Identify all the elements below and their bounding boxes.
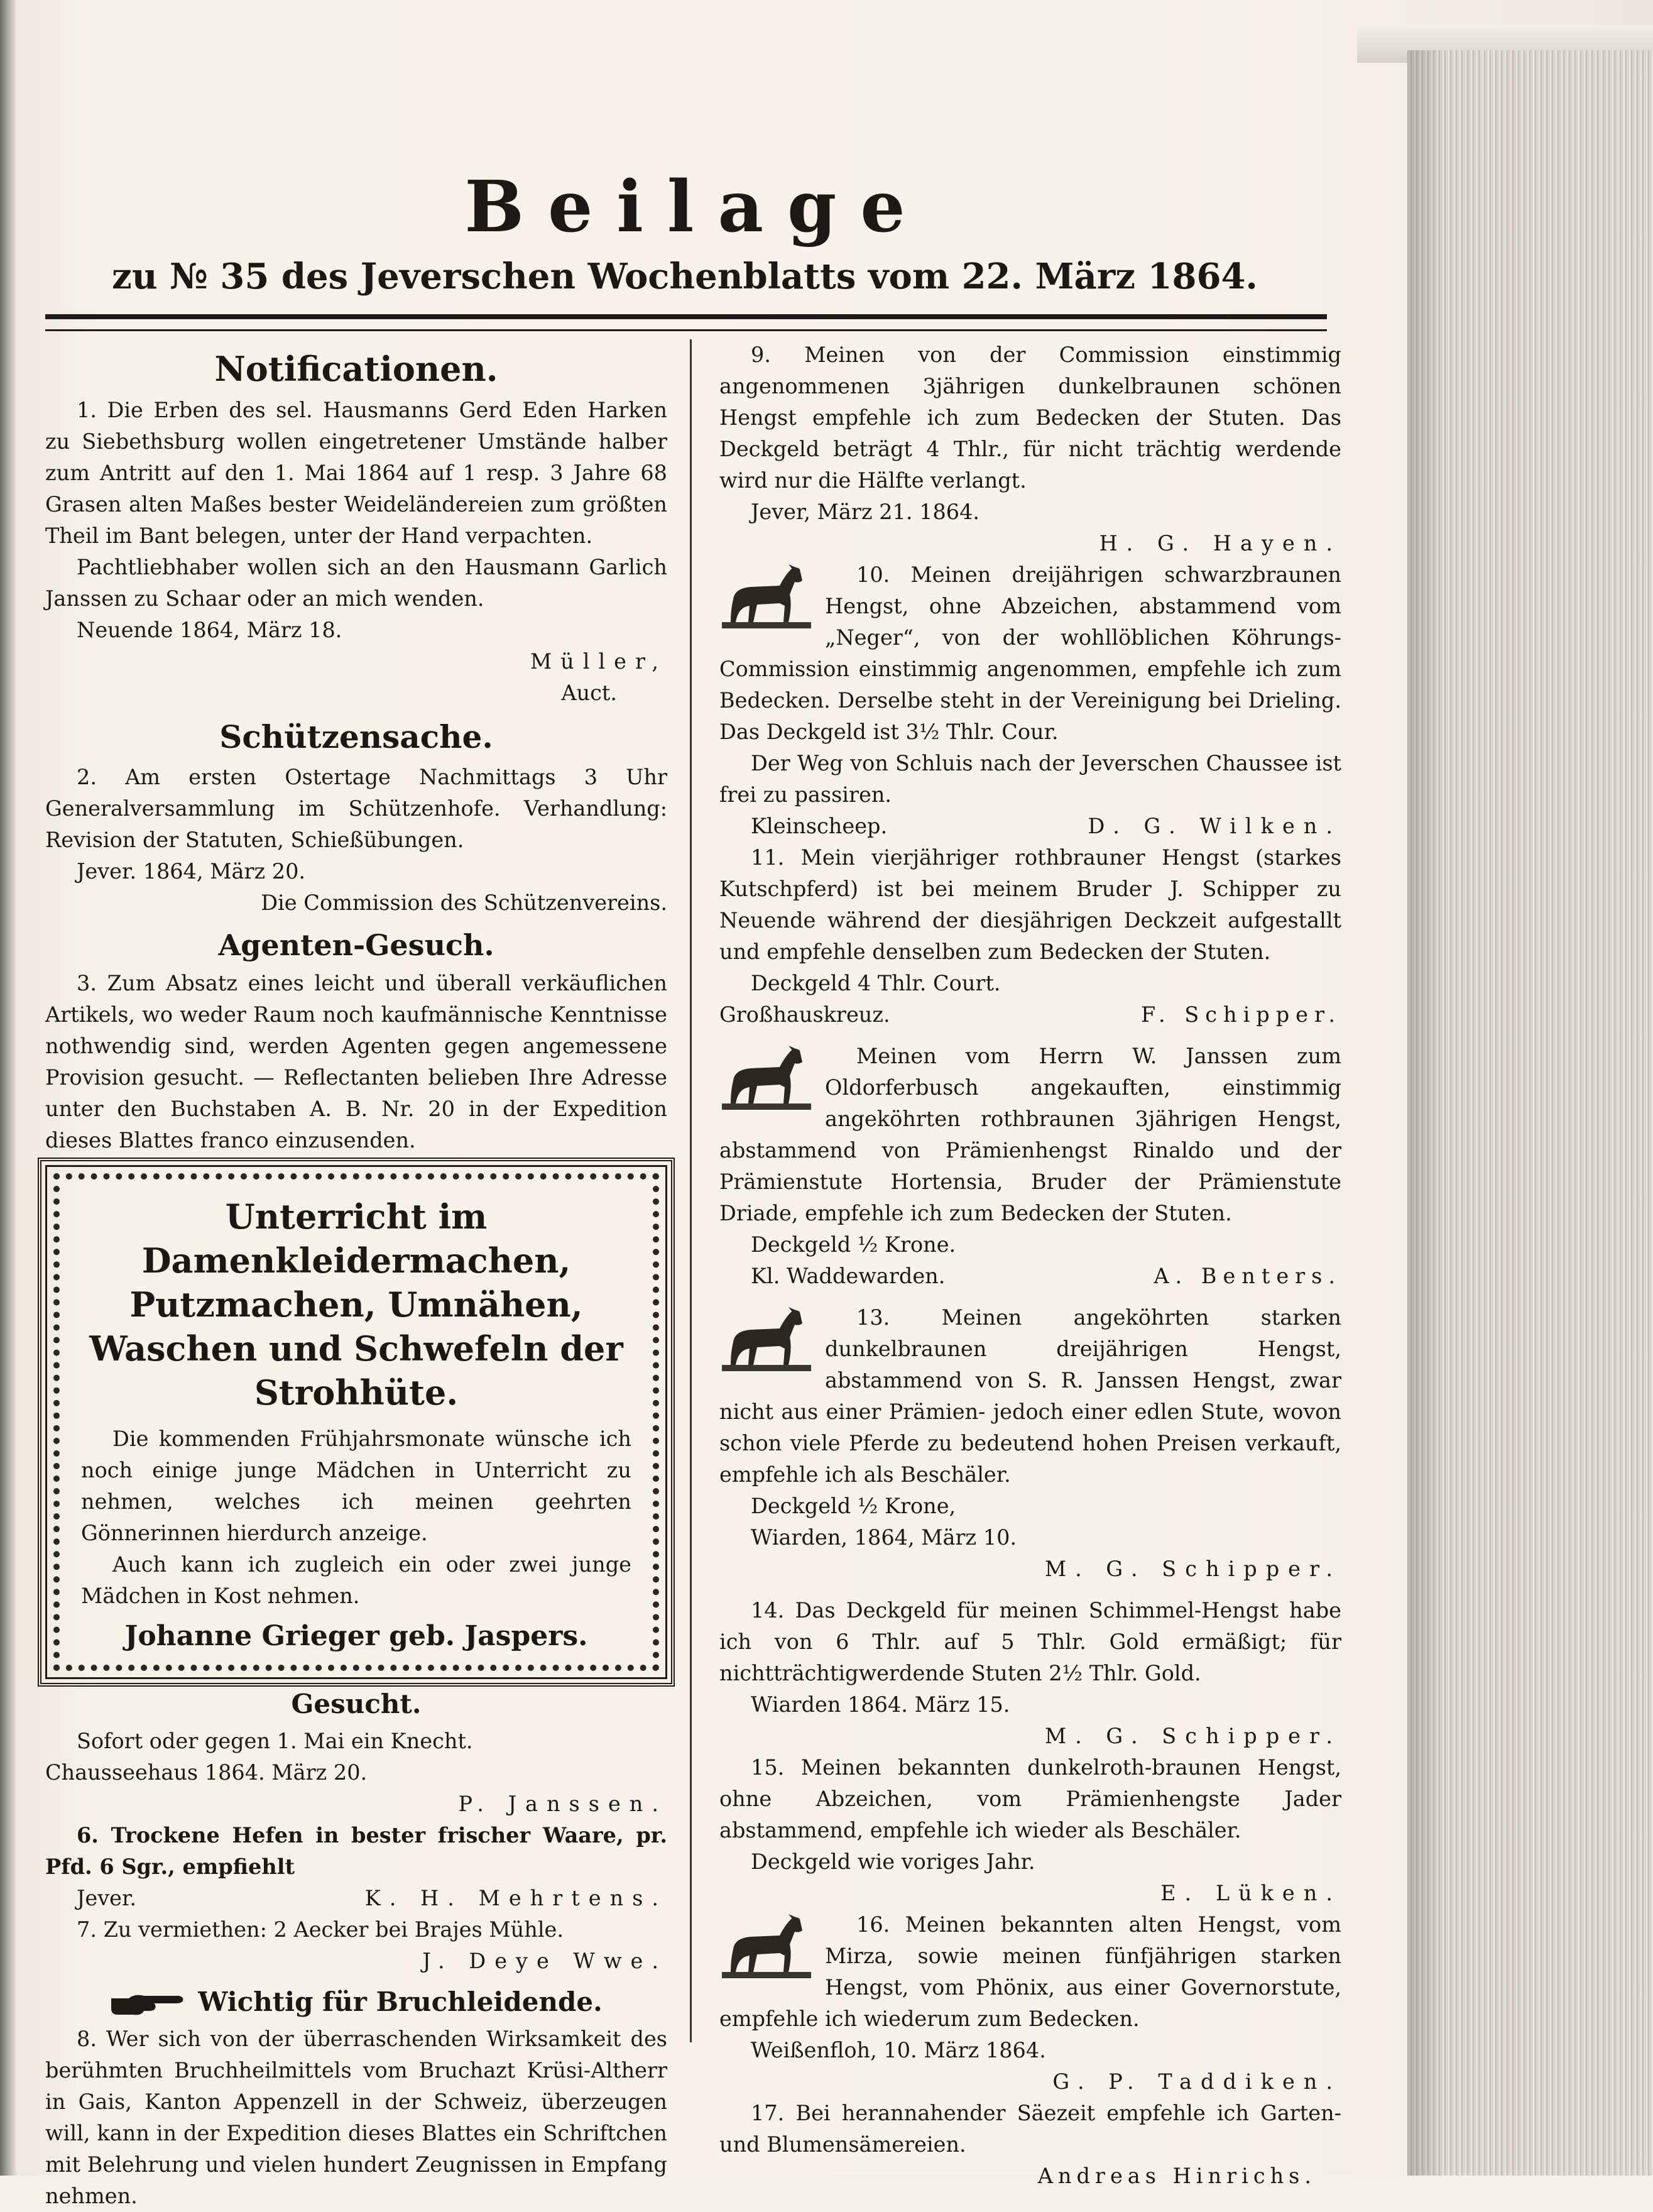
notice-3-text: 3. Zum Absatz eines leicht und überall verkäuflichen Artikels, wo weder Raum noch kaufmännische Kenntnisse nothwendig sind, werden Agenten gegen angemessene Provision gesucht. — Reflectanten belieben Ihre Adresse unter den Buchstaben A. B. Nr. 20 in der Expedition dieses Blattes franco einzusenden. [45,971,667,1153]
notice-15-fee: Deckgeld wie voriges Jahr. [751,1849,1035,1874]
notice-11-text: 11. Mein vierjähriger rothbrauner Hengst (starkes Kutschpferd) ist bei meinem Bruder J. Schipper zu Neuende während der diesjährigen Deckzeit aufgestallt und empfehle denselben zum Bedecken der Stuten. [719,845,1341,964]
box-text-2: Auch kann ich zugleich ein oder zwei junge Mädchen in Kost nehmen. [81,1552,631,1608]
notice-6-footer [45,1883,667,1914]
notice-14-signature: M. G. Schipper. [1044,1724,1341,1748]
horse-icon [719,1912,814,1981]
notice-11-fee: Deckgeld 4 Thlr. Court. [751,971,1001,995]
spacer [719,1031,1341,1041]
notice-1-signature: Müller, [530,649,667,674]
heading-bruchleidende-label: Wichtig für Bruchleidende. [198,1986,603,2017]
box-signature: Johanne Grieger geb. Jaspers. [124,1620,588,1652]
notice-6-place: Jever. [77,1886,136,1910]
gesucht-place: Chausseehaus 1864. März 20. [45,1760,368,1785]
notice-11-place: Großhauskreuz. [719,1002,890,1027]
heading-agenten-gesuch: Agenten-Gesuch. [218,928,494,962]
notice-12-signature: A. Benters. [1154,1264,1341,1288]
notice-7-signature: J. Deye Wwe. [422,1949,667,1973]
notice-13-fee: Deckgeld ½ Krone, [751,1494,956,1518]
notice-9-place: Jever, März 21. 1864. [751,500,980,524]
notice-12 [719,1041,1341,1229]
column-divider [690,339,692,2042]
notice-17-signature: Andreas Hinrichs. [1037,2164,1316,2188]
notice-14-place: Wiarden 1864. März 15. [751,1692,1010,1717]
horse-icon [719,1043,814,1112]
notice-10-text: 10. Meinen dreijährigen schwarzbraunen Hengst, ohne Abzeichen, abstammend vom „Neger“, von der wohllöblichen Köhrungs-Commission einstimmig angenommen, empfehle ich zum Bedecken. Derselbe steht in der Vereinigung bei Drieling. Das Deckgeld ist 3½ Thlr. Cour. [719,562,1341,744]
spacer [719,1292,1341,1302]
notice-14-text: 14. Das Deckgeld für meinen Schimmel-Hengst habe ich von 6 Thlr. auf 5 Thlr. Gold ermäßigt; für nichtträchtigwerdende Stuten 2½ Thlr. Gold. [719,1598,1341,1685]
masthead-rule [45,314,1327,331]
notice-12-text: Meinen vom Herrn W. Janssen zum Oldorferbusch angekauften, einstimmig angeköhrten rothbraunen 3jährigen Hengst, abstammend von Prämienhengst Rinaldo und der Prämienstute Hortensia, Bruder der Prämienstute Driade, empfehle ich zum Bedecken der Stuten. [719,1044,1341,1225]
left-column [45,339,667,2212]
newspaper-page [38,38,1370,2208]
notice-1-place: Neuende 1864, März 18. [77,618,342,642]
notice-6-signature: K. H. Mehrtens. [364,1886,667,1910]
notice-10-signature: D. G. Wilken. [1088,814,1341,838]
notice-15-text: 15. Meinen bekannten dunkelroth-braunen Hengst, ohne Abzeichen, vom Prämienhengste Jader abstammend, empfehle ich wieder als Beschäler. [719,1755,1341,1842]
gesucht-text: Sofort oder gegen 1. Mai ein Knecht. [77,1729,473,1753]
notice-13-place: Wiarden, 1864, März 10. [751,1525,1017,1550]
notice-12-fee: Deckgeld ½ Krone. [751,1232,956,1257]
notice-16 [719,1909,1341,2035]
horse-icon [719,562,814,631]
notice-2-text: 2. Am ersten Ostertage Nachmittags 3 Uhr Generalversammlung im Schützenhofe. Verhandlung: Revision der Statuten, Schießübungen. [45,765,667,852]
notice-1-signature-title: Auct. [561,681,617,705]
notice-11-footer [719,999,1341,1031]
notice-16-signature: G. P. Taddiken. [1052,2069,1341,2094]
notice-16-place: Weißenfloh, 10. März 1864. [751,2038,1046,2062]
box-title: Unterricht im Damenkleidermachen, Putzmachen, Umnähen, Waschen und Schwefeln der Strohhüte. [89,1196,623,1413]
box-text: Die kommenden Frühjahrsmonate wünsche ich noch einige junge Mädchen in Unterricht zu nehmen, welches ich meinen geehrten Gönnerinnen hierdurch anzeige. [81,1426,631,1545]
notice-9-text: 9. Meinen von der Commission einstimmig angenommenen 3jährigen dunkelbraunen schönen Hengst empfehle ich zum Bedecken der Stuten. Das Deckgeld beträgt 4 Thlr., für nicht trächtig werdende wird nur die Hälfte verlangt. [719,342,1341,493]
notice-10-footer [719,811,1341,842]
book-edge-shadow [1407,50,1445,2176]
notice-8-text: 8. Wer sich von der überraschenden Wirksamkeit des berühmten Bruchheilmittels vom Bruchazt Krüsi-Altherr in Gais, Kanton Appenzell in der Schweiz, überzeugen will, kann in der Expedition dieses Blattes ein Schriftchen mit Belehrung und vielen hundert Zeugnissen in Empfang nehmen. [45,2027,667,2208]
notice-10-text-2: Der Weg von Schluis nach der Jeverschen Chaussee ist frei zu passiren. [719,751,1341,807]
notice-12-footer [719,1261,1341,1292]
notice-2-signature: Die Commission des Schützenvereins. [261,890,667,915]
heading-notificationen: Notificationen. [214,349,498,389]
notice-11-signature: F. Schipper. [1140,1002,1341,1027]
gesucht-signature: P. Janssen. [458,1792,667,1816]
notice-13 [719,1302,1341,1491]
notice-2-place: Jever. 1864, März 20. [77,859,306,884]
notice-7-text: 7. Zu vermiethen: 2 Aecker bei Brajes Mühle. [77,1917,564,1942]
ornamental-box-notice [45,1165,667,1679]
notice-6-text: 6. Trockene Hefen in bester frischer Waare, pr. Pfd. 6 Sgr., empfiehlt [45,1823,667,1879]
notice-10 [719,559,1341,748]
notice-15-signature: E. Lüken. [1160,1881,1341,1905]
notice-13-text: 13. Meinen angeköhrten starken dunkelbraunen dreijährigen Hengst, abstammend von S. R. Janssen Hengst, zwar nicht aus einer Prämien- jedoch einer edlen Stute, wovon schon viele Pferde zu bedeutend hohen Preisen verkauft, empfehle ich als Beschäler. [719,1305,1341,1487]
notice-10-place: Kleinscheep. [751,814,888,838]
notice-17-text: 17. Bei herannahender Säezeit empfehle ich Garten- und Blumensämereien. [719,2101,1341,2157]
heading-bruchleidende [45,1985,667,2020]
spacer [719,1585,1341,1595]
notice-1-text-2: Pachtliebhaber wollen sich an den Hausmann Garlich Janssen zu Schaar oder an mich wenden. [45,555,667,611]
notice-12-place: Kl. Waddewarden. [751,1264,946,1288]
notice-16-text: 16. Meinen bekannten alten Hengst, vom Mirza, sowie meinen fünfjährigen starken Hengst, vom Phönix, aus einer Governorstute, empfehle ich wiederum zum Bedecken. [719,1912,1341,2031]
heading-schuetzensache: Schützensache. [219,718,493,755]
masthead [38,163,1332,302]
page-subtitle: zu № 35 des Jeverschen Wochenblatts vom 22. März 1864. [112,256,1258,297]
notice-13-signature: M. G. Schipper. [1044,1557,1341,1581]
right-column [719,339,1341,2192]
notice-9-signature: H. G. Hayen. [1099,531,1341,556]
binding-gutter [0,0,16,2176]
heading-gesucht: Gesucht. [291,1689,422,1719]
pointing-hand-icon [110,1990,185,2018]
page-title: Beilage [464,166,929,248]
notice-1-text: 1. Die Erben des sel. Hausmanns Gerd Eden Harken zu Siebethsburg wollen eingetretener Umstände halber zum Antritt auf den 1. Mai 1864 auf 1 resp. 3 Jahre 68 Grasen alten Maßes bester Weideländereien zum größten Theil im Bant belegen, unter der Hand verpachten. [45,398,667,548]
horse-icon [719,1305,814,1374]
